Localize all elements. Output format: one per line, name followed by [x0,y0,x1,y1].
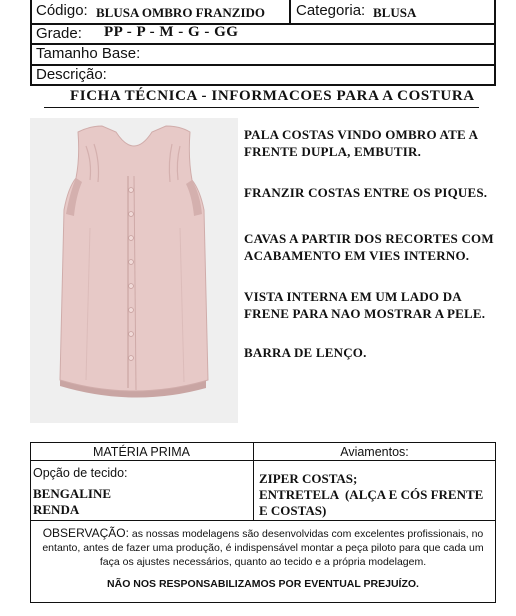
blouse-illustration [30,118,238,423]
note-item: CAVAS A PARTIR DOS RECORTES COM ACABAMENTO EM VIES INTERNO. [244,231,494,263]
codigo-label: Código: [36,2,88,19]
header-divider [30,23,496,25]
grade-value: PP - P - M - G - GG [104,24,239,40]
disclaimer: NÃO NOS RESPONSABILIZAMOS POR EVENTUAL PREJUÍZO. [107,578,419,590]
list-item: ZIPER COSTAS; [259,471,358,486]
tamanho-base-label: Tamanho Base: [36,45,141,62]
garment-photo [30,118,238,423]
tecido-list [33,486,111,518]
sewing-notes [244,126,506,361]
list-item: E COSTAS) [259,503,327,518]
observation-label: OBSERVAÇÃO: [42,526,129,540]
list-item: ENTRETELA (ALÇA E CÓS FRENTE [259,487,484,502]
aviamentos-header: Aviamentos: [340,445,409,459]
categoria-value: BLUSA [373,5,417,20]
categoria-label: Categoria: [296,2,366,19]
materia-prima-header: MATÉRIA PRIMA [92,445,190,459]
list-item: RENDA [33,502,80,517]
observation-text: as nossas modelagens são desenvolvidas com excelentes profissionais, no entanto, antes de fazer uma produção, é indispensável montar a peça piloto para que cada um faça os ajustes necessários, quanto ao tecido e a própria modelagem. [42,528,484,568]
page-title: FICHA TÉCNICA - INFORMACOES PARA A COSTURA [70,88,475,104]
grade-label: Grade: [36,25,82,42]
aviamentos-list [259,471,483,519]
list-item: BENGALINE [33,486,112,501]
observation [34,526,492,569]
descricao-label: Descrição: [36,66,107,83]
header-divider [289,0,291,23]
title-underline [44,107,479,108]
note-item: BARRA DE LENÇO. [244,345,367,360]
note-item: VISTA INTERNA EM UM LADO DA FRENE PARA NAO MOSTRAR A PELE. [244,289,486,321]
table-divider [30,460,496,461]
note-item: PALA COSTAS VINDO OMBRO ATE A FRENTE DUPLA, EMBUTIR. [244,127,479,159]
note-item: FRANZIR COSTAS ENTRE OS PIQUES. [244,185,488,200]
codigo-value: BLUSA OMBRO FRANZIDO [96,5,266,20]
opcao-tecido-label: Opção de tecido: [33,466,128,480]
table-divider [30,520,496,521]
